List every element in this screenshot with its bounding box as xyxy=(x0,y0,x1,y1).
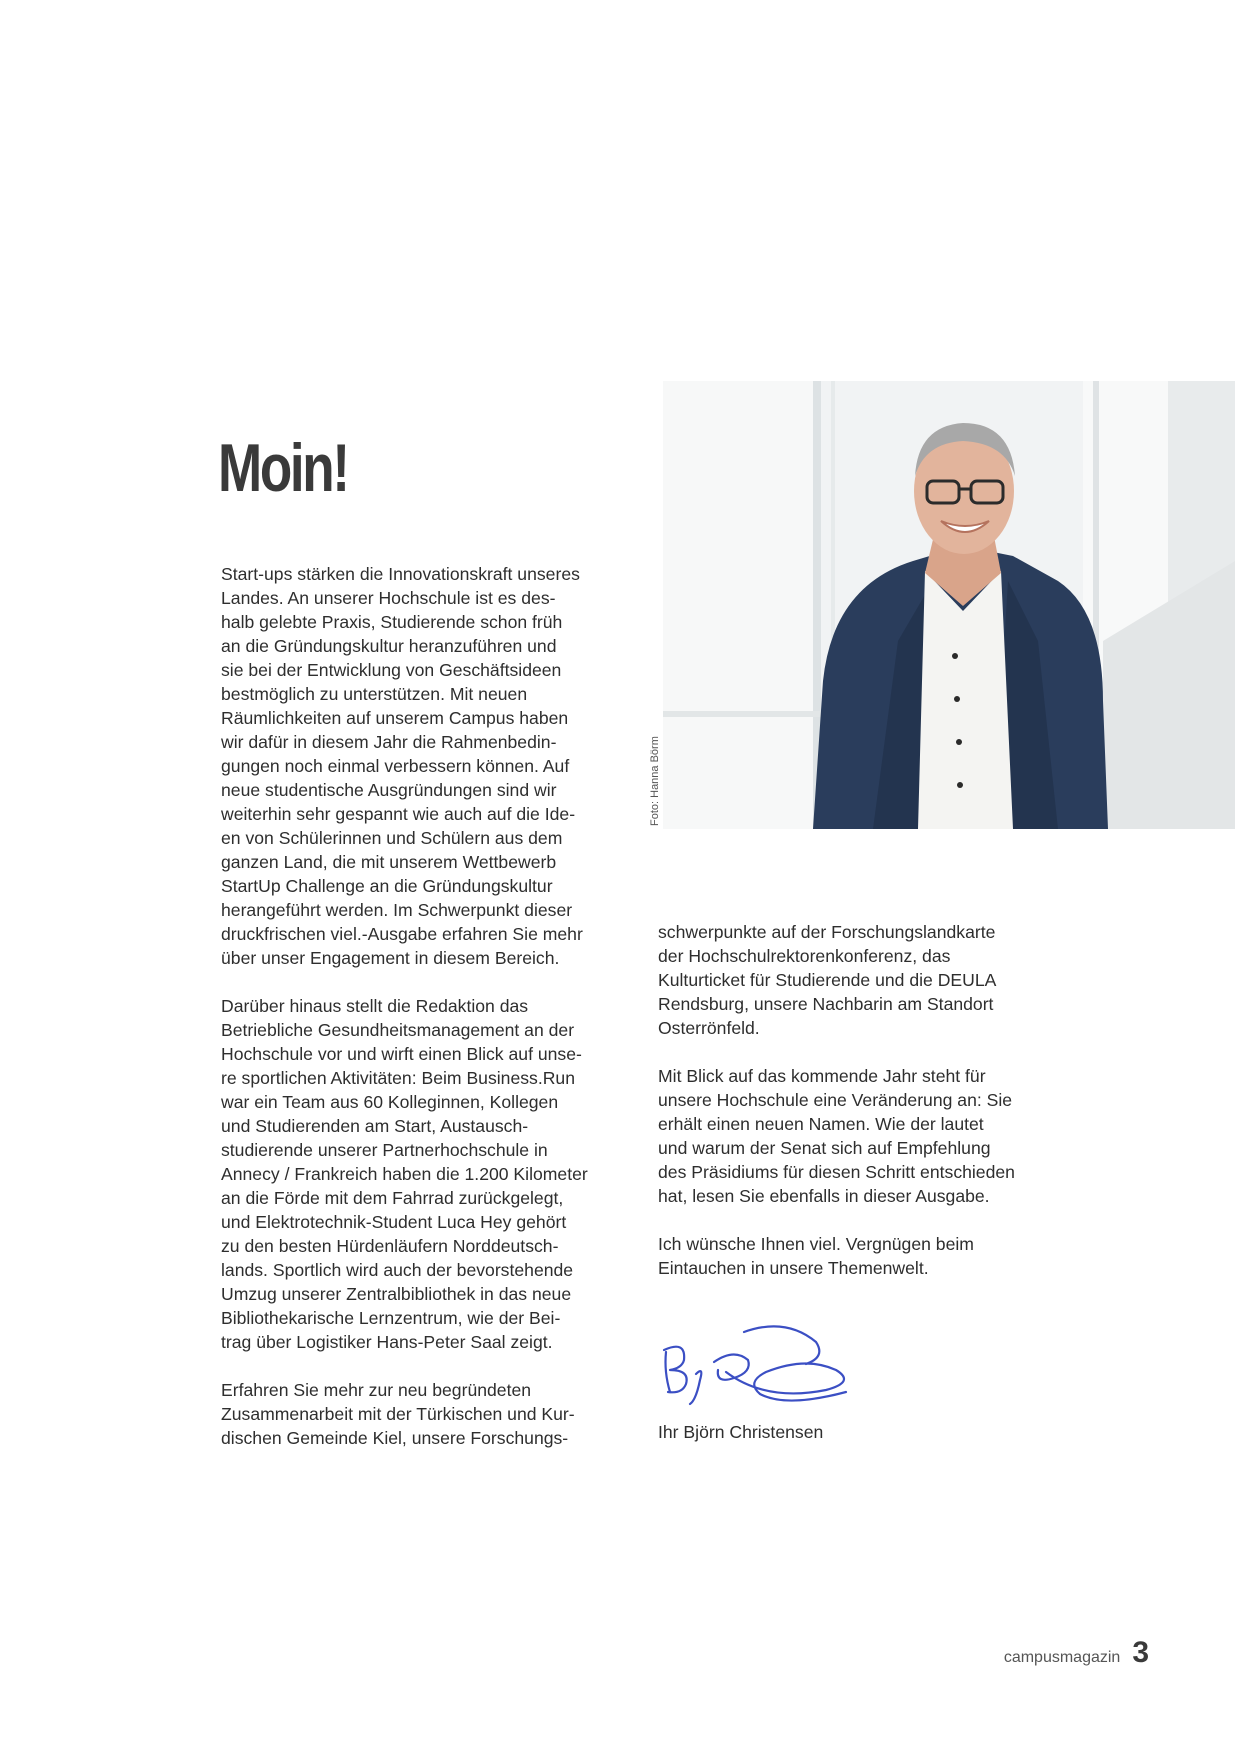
intro-column-left xyxy=(221,562,611,1474)
intro-column-right xyxy=(658,920,1048,1304)
magazine-name: campusmagazin xyxy=(1003,1649,1121,1666)
portrait-photo xyxy=(663,381,1235,829)
paragraph: schwerpunkte auf der Forschungslandkarte der Hochschulrektorenkonferenz, das Kulturticket für Studierende und die DEULA Rendsburg, unsere Nachbarin am Standort Osterrönfeld. xyxy=(658,922,997,1038)
signoff: Ihr Björn Christensen xyxy=(658,1422,824,1442)
paragraph: Ich wünsche Ihnen viel. Vergnügen beim Eintauchen in unsere Themenwelt. xyxy=(658,1234,974,1278)
photo-credit: Foto: Hanna Börm xyxy=(649,736,661,826)
paragraph: Erfahren Sie mehr zur neu begründeten Zusammenarbeit mit der Türkischen und Kur- dischen Gemeinde Kiel, unsere Forschungs- xyxy=(221,1380,575,1448)
page-number: 3 xyxy=(1132,1636,1149,1669)
page-title: Moin! xyxy=(218,430,348,506)
paragraph: Start-ups stärken die Innovationskraft unseres Landes. An unserer Hochschule ist es des- halb gelebte Praxis, Studierende schon früh an die Gründungskultur heranzuführen und sie bei der Entwicklung von Geschäftsideen bestmöglich zu unterstützen. Mit neuen Räumlichkeiten auf unserem Campus haben wir dafür in diesem Jahr die Rahmenbedin- gungen noch einmal verbessern können. Auf neue studentische Ausgründungen sind wir weiterhin sehr gespannt wie auch auf die Ide- en von Schülerinnen und Schülern aus dem ganzen Land, die mit unserem Wettbewerb StartUp Challenge an die Gründungskultur herangeführt werden. Im Schwerpunkt dieser druckfrischen viel.-Ausgabe erfahren Sie mehr über unser Engagement in diesem Bereich. xyxy=(221,564,583,968)
page-footer xyxy=(1004,1636,1149,1670)
handwritten-signature xyxy=(656,1312,856,1412)
paragraph: Mit Blick auf das kommende Jahr steht für unsere Hochschule eine Veränderung an: Sie erhält einen neuen Namen. Wie der lautet und warum der Senat sich auf Empfehlung des Präsidiums für diesen Schritt entschieden hat, lesen Sie ebenfalls in dieser Ausgabe. xyxy=(658,1066,1015,1206)
paragraph: Darüber hinaus stellt die Redaktion das Betriebliche Gesundheitsmanagement an der Hochschule vor und wirft einen Blick auf unse- re sportlichen Aktivitäten: Beim Business.Run war ein Team aus 60 Kolleginnen, Kollegen und Studierenden am Start, Austausch- studierende unserer Partnerhochschule in Annecy / Frankreich haben die 1.200 Kilometer an die Förde mit dem Fahrrad zurückgelegt, und Elektrotechnik-Student Luca Hey gehört zu den besten Hürdenläufern Norddeutsch- lands. Sportlich wird auch der bevorstehende Umzug unserer Zentralbibliothek in das neue Bibliothekarische Lernzentrum, wie der Bei- trag über Logistiker Hans-Peter Saal zeigt. xyxy=(221,996,588,1352)
